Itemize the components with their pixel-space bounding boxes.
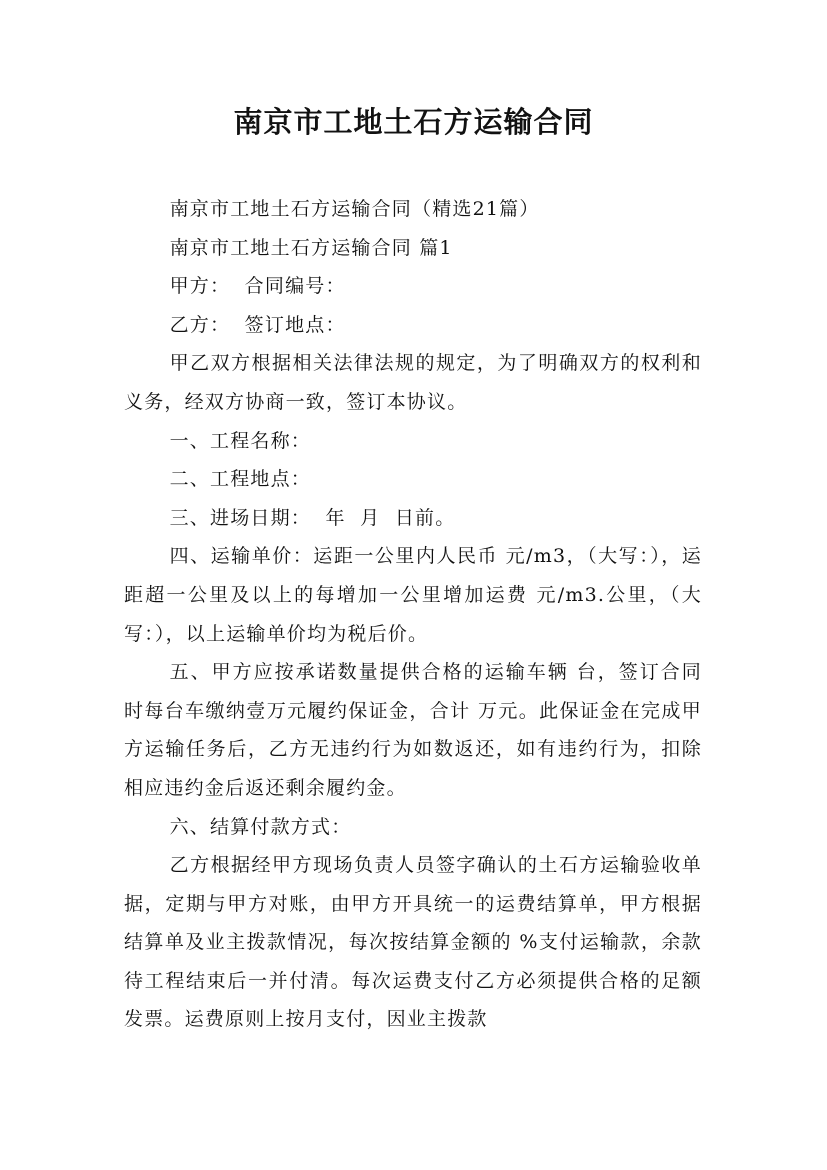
paragraph-subtitle: 南京市工地土石方运输合同（精选21篇） xyxy=(169,198,540,220)
document-title: 南京市工地土石方运输合同 xyxy=(233,105,594,139)
paragraph-section-heading: 南京市工地土石方运输合同 篇1 xyxy=(169,236,453,259)
paragraph-payment-heading: 六、结算付款方式： xyxy=(169,815,352,838)
paragraph-project-location: 二、工程地点： xyxy=(169,468,311,491)
document-body xyxy=(124,190,702,1039)
paragraph-entry-date: 三、进场日期： 年 月 日前。 xyxy=(169,506,456,529)
paragraph-party-b: 乙方： 签订地点： xyxy=(169,313,346,336)
paragraph-preamble: 甲乙双方根据相关法律法规的规定，为了明确双方的权利和义务，经双方协商一致，签订本协议。 xyxy=(124,352,702,413)
paragraph-party-a: 甲方： 合同编号： xyxy=(169,275,346,298)
paragraph-vehicles-deposit: 五、甲方应按承诺数量提供合格的运输车辆 台，签订合同时每台车缴纳壹万元履约保证金，合计 万元。此保证金在完成甲方运输任务后，乙方无违约行为如数返还，如有违约行为，扣除相应违约金后返还剩余履约金。 xyxy=(124,661,702,799)
paragraph-unit-price: 四、运输单价：运距一公里内人民币 元/m3，（大写：），运距超一公里及以上的每增加一公里增加运费 元/m3.公里，（大写：），以上运输单价均为税后价。 xyxy=(124,545,702,645)
paragraph-payment-terms: 乙方根据经甲方现场负责人员签字确认的土石方运输验收单据，定期与甲方对账，由甲方开具统一的运费结算单，甲方根据结算单及业主拨款情况，每次按结算金额的 %支付运输款，余款待工程结束后一并付清。每次运费支付乙方必须提供合格的足额发票。运费原则上按月支付，因业主拨款 xyxy=(124,854,702,1031)
paragraph-project-name: 一、工程名称： xyxy=(169,429,311,452)
